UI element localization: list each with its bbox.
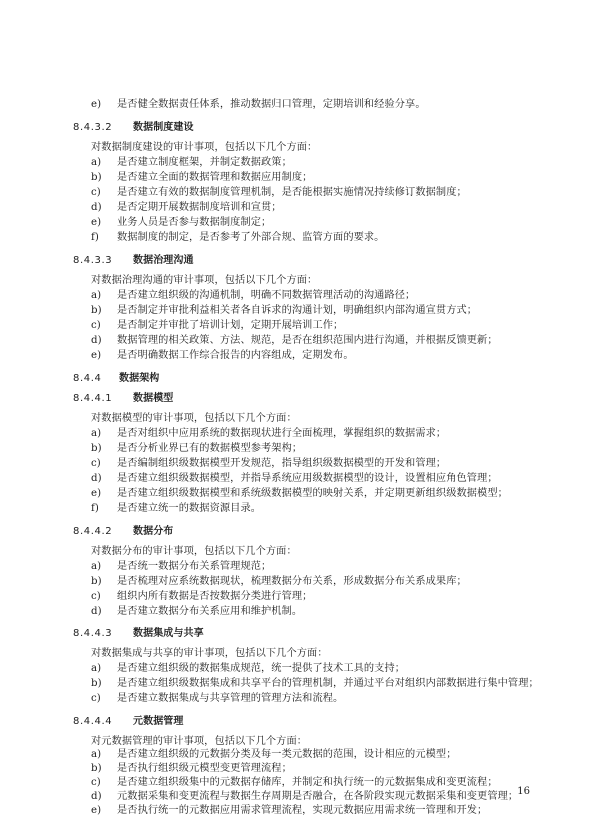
item-text: 是否建立组织级的沟通机制，明确不同数据管理活动的沟通路径； xyxy=(117,290,416,301)
item-text: 是否建立组织级数据集成和共享平台的管理机制，并通过平台对组织内部数据进行集中管理； xyxy=(117,678,539,689)
item-label: e) xyxy=(91,217,102,228)
item-label: d) xyxy=(91,473,102,484)
item-text: 是否建立有效的数据制度管理机制，是否能根据实施情况持续修订数据制度； xyxy=(117,187,467,198)
section-title: 数据治理沟通 xyxy=(133,255,194,266)
item-label: f) xyxy=(91,232,99,243)
item-text: 是否健全数据责任体系，推动数据归口管理，定期培训和经验分享。 xyxy=(117,99,426,110)
item-text: 是否分析业界已有的数据模型参考架构； xyxy=(117,443,303,454)
item-text: 是否建立组织级的元数据分类及每一类元数据的范围，设计相应的元模型； xyxy=(117,749,457,760)
section-title: 数据模型 xyxy=(133,393,174,404)
item-label: a) xyxy=(91,749,102,760)
section-number: 8.4.4 xyxy=(73,373,102,384)
item-label: c) xyxy=(91,187,101,198)
item-label: d) xyxy=(91,606,102,617)
section-heading xyxy=(73,372,159,386)
section-intro: 对数据模型的审计事项，包括以下几个方面： xyxy=(91,413,297,424)
list-item xyxy=(91,231,384,245)
section-number: 8.4.3.3 xyxy=(73,255,113,266)
list-item xyxy=(91,575,467,589)
list-item xyxy=(91,692,343,706)
item-text: 数据管理的相关政策、方法、规范，是否在组织范围内进行沟通，并根据反馈更新； xyxy=(117,335,498,346)
section-title: 元数据管理 xyxy=(133,716,184,727)
list-item xyxy=(91,748,456,762)
section-heading xyxy=(73,254,194,268)
list-item xyxy=(91,156,292,170)
list-item xyxy=(91,804,491,818)
section-heading xyxy=(73,715,184,729)
item-label: b) xyxy=(91,443,102,454)
list-item xyxy=(91,605,302,619)
item-label: d) xyxy=(91,202,102,213)
section-intro: 对元数据管理的审计事项，包括以下几个方面： xyxy=(91,736,308,747)
list-item xyxy=(91,319,343,333)
item-text: 业务人员是否参与数据制度制定； xyxy=(117,217,272,228)
list-item xyxy=(91,472,498,486)
list-item xyxy=(91,171,312,185)
item-label: a) xyxy=(91,290,102,301)
page-number: 16 xyxy=(517,786,530,797)
item-text: 是否建立制度框架，并制定数据政策； xyxy=(117,157,292,168)
section-heading xyxy=(73,392,173,406)
item-label: b) xyxy=(91,172,102,183)
item-text: 数据制度的制定，是否参考了外部合规、监管方面的要求。 xyxy=(117,232,385,243)
section-title: 数据分布 xyxy=(133,526,174,537)
item-text: 是否制定并审批利益相关者各自诉求的沟通计划，明确组织内部沟通宣贯方式； xyxy=(117,305,478,316)
section-intro: 对数据治理沟通的审计事项，包括以下几个方面： xyxy=(91,275,318,286)
list-item xyxy=(91,560,271,574)
item-label: b) xyxy=(91,678,102,689)
section-intro: 对数据集成与共享的审计事项，包括以下几个方面： xyxy=(91,648,328,659)
item-label: c) xyxy=(91,693,101,704)
list-item xyxy=(91,502,261,516)
item-label: c) xyxy=(91,777,101,788)
item-label: e) xyxy=(91,350,102,361)
item-text: 元数据采集和变更流程与数据生存周期是否融合，在各阶段实现元数据采集和变更管理； xyxy=(117,791,519,802)
item-label: f) xyxy=(91,503,99,514)
list-item xyxy=(91,427,446,441)
item-text: 是否制定并审批了培训计划，定期开展培训工作； xyxy=(117,320,344,331)
item-text: 是否建立全面的数据管理和数据应用制度； xyxy=(117,172,313,183)
item-text: 是否统一数据分布关系管理规范； xyxy=(117,561,272,572)
section-heading xyxy=(73,525,173,539)
list-item xyxy=(91,762,292,776)
section-number: 8.4.4.2 xyxy=(73,526,113,537)
section-number: 8.4.3.2 xyxy=(73,122,113,133)
section-intro: 对数据制度建设的审计事项，包括以下几个方面： xyxy=(91,142,318,153)
list-item xyxy=(91,334,498,348)
list-item xyxy=(91,662,405,676)
item-text: 是否建立组织级的数据集成规范，统一提供了技术工具的支持； xyxy=(117,663,406,674)
section-intro: 对数据分布的审计事项，包括以下几个方面： xyxy=(91,546,297,557)
item-text: 是否建立数据集成与共享管理的管理方法和流程。 xyxy=(117,693,344,704)
item-text: 是否建立数据分布关系应用和维护机制。 xyxy=(117,606,303,617)
section-heading xyxy=(73,627,204,641)
item-label: e) xyxy=(91,488,102,499)
item-label: b) xyxy=(91,305,102,316)
list-item xyxy=(91,304,477,318)
section-title: 数据集成与共享 xyxy=(133,628,204,639)
item-text: 是否对组织中应用系统的数据现状进行全面梳理，掌握组织的数据需求； xyxy=(117,428,447,439)
list-item xyxy=(91,289,415,303)
item-label: a) xyxy=(91,157,102,168)
item-text: 是否明确数据工作综合报告的内容组成，定期发布。 xyxy=(117,350,354,361)
item-text: 是否建立统一的数据资源目录。 xyxy=(117,503,262,514)
list-item xyxy=(91,590,312,604)
item-label: c) xyxy=(91,591,101,602)
list-item xyxy=(91,349,354,363)
list-item xyxy=(91,201,282,215)
item-label: e) xyxy=(91,805,102,816)
list-item xyxy=(91,98,426,112)
list-item xyxy=(91,186,467,200)
item-label: d) xyxy=(91,791,102,802)
item-label: b) xyxy=(91,763,102,774)
item-label: a) xyxy=(91,663,102,674)
list-item xyxy=(91,442,302,456)
item-text: 是否建立组织级集中的元数据存储库，并制定和执行统一的元数据集成和变更流程； xyxy=(117,777,498,788)
section-heading xyxy=(73,121,194,135)
item-label: c) xyxy=(91,320,101,331)
item-label: a) xyxy=(91,428,102,439)
item-label: b) xyxy=(91,576,102,587)
list-item xyxy=(91,457,446,471)
section-number: 8.4.4.1 xyxy=(73,393,113,404)
item-text: 是否建立组织级数据模型，并指导系统应用级数据模型的设计，设置相应角色管理； xyxy=(117,473,498,484)
list-item xyxy=(91,487,508,501)
item-text: 组织内所有数据是否按数据分类进行管理； xyxy=(117,591,313,602)
item-label: e) xyxy=(91,99,102,110)
item-label: a) xyxy=(91,561,102,572)
list-item xyxy=(91,776,498,790)
list-item xyxy=(91,677,539,691)
section-number: 8.4.4.4 xyxy=(73,716,113,727)
section-title: 数据制度建设 xyxy=(133,122,194,133)
section-number: 8.4.4.3 xyxy=(73,628,113,639)
item-text: 是否建立组织级数据模型和系统级数据模型的映射关系，并定期更新组织级数据模型； xyxy=(117,488,508,499)
item-label: c) xyxy=(91,458,101,469)
section-title: 数据架构 xyxy=(119,373,160,384)
item-text: 是否编制组织级数据模型开发规范，指导组织级数据模型的开发和管理； xyxy=(117,458,447,469)
list-item xyxy=(91,216,271,230)
item-text: 是否定期开展数据制度培训和宣贯； xyxy=(117,202,282,213)
item-text: 是否执行组织级元模型变更管理流程； xyxy=(117,763,292,774)
item-text: 是否梳理对应系统数据现状，梳理数据分布关系，形成数据分布关系成果库； xyxy=(117,576,467,587)
list-item xyxy=(91,790,518,804)
item-label: d) xyxy=(91,335,102,346)
item-text: 是否执行统一的元数据应用需求管理流程，实现元数据应用需求统一管理和开发； xyxy=(117,805,488,816)
